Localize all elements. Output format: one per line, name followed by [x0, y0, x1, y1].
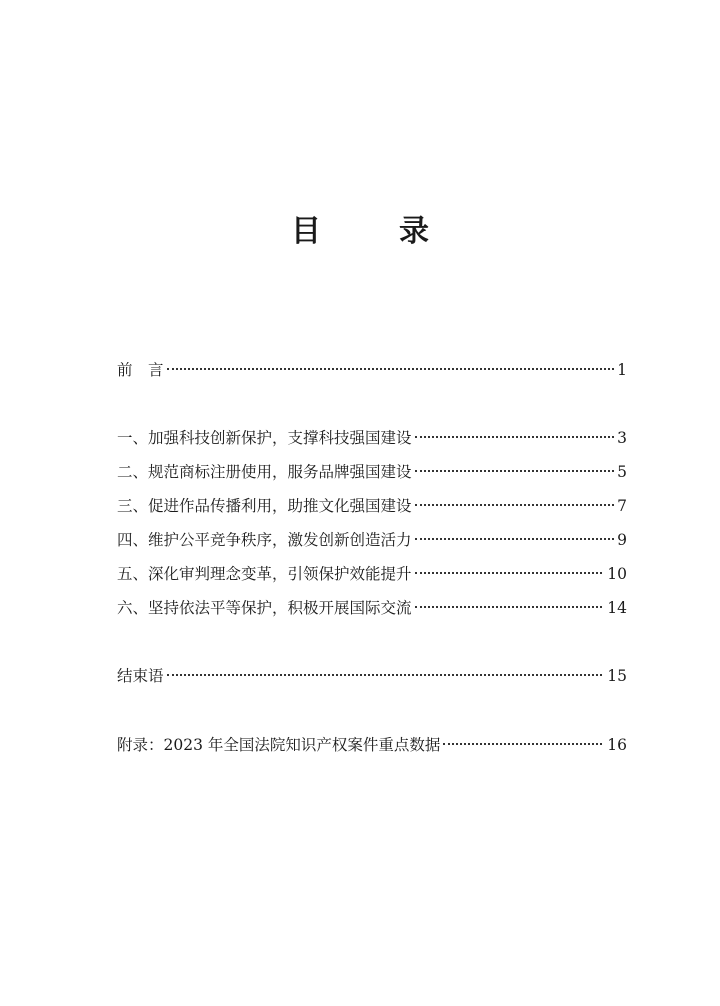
toc-entry-section-3[interactable] [117, 493, 627, 519]
toc-entry-page: 3 [617, 429, 627, 447]
dot-leader [443, 743, 602, 745]
dot-leader [167, 368, 614, 370]
dot-leader [415, 470, 614, 472]
toc-entry-label: 前 言 [117, 361, 164, 379]
dot-leader [415, 538, 614, 540]
toc-entry-section-6[interactable] [117, 595, 627, 621]
toc-entry-label: 五、深化审判理念变革，引领保护效能提升 [117, 565, 412, 583]
dot-leader [415, 572, 602, 574]
toc-entry-section-1[interactable] [117, 425, 627, 451]
toc-entry-page: 9 [617, 531, 627, 549]
toc-entry-label: 结束语 [117, 667, 164, 685]
toc-entry-page: 15 [607, 667, 627, 685]
toc-entry-section-2[interactable] [117, 459, 627, 485]
toc-entry-label: 二、规范商标注册使用，服务品牌强国建设 [117, 463, 412, 481]
toc-entry-section-5[interactable] [117, 561, 627, 587]
dot-leader [415, 504, 614, 506]
toc-entry-label: 一、加强科技创新保护，支撑科技强国建设 [117, 429, 412, 447]
toc-entry-label: 三、促进作品传播利用，助推文化强国建设 [117, 497, 412, 515]
toc-entry-label: 六、坚持依法平等保护，积极开展国际交流 [117, 599, 412, 617]
toc-entry-conclusion[interactable] [117, 663, 627, 689]
toc-entry-label: 附录：2023 年全国法院知识产权案件重点数据 [117, 736, 441, 754]
toc-entry-appendix[interactable] [117, 732, 627, 758]
toc-entry-page: 1 [617, 361, 627, 379]
toc-entry-page: 16 [607, 736, 627, 754]
toc-title: 目 录 [291, 214, 453, 249]
toc-entry-page: 7 [617, 497, 627, 515]
toc-entry-label: 四、维护公平竞争秩序，激发创新创造活力 [117, 531, 412, 549]
toc-entry-page: 5 [617, 463, 627, 481]
toc-entry-section-4[interactable] [117, 527, 627, 553]
dot-leader [415, 436, 614, 438]
dot-leader [167, 674, 602, 676]
toc-entry-page: 10 [607, 565, 627, 583]
toc-entry-page: 14 [607, 599, 627, 617]
dot-leader [415, 606, 602, 608]
toc-entry-preface[interactable] [117, 357, 627, 383]
